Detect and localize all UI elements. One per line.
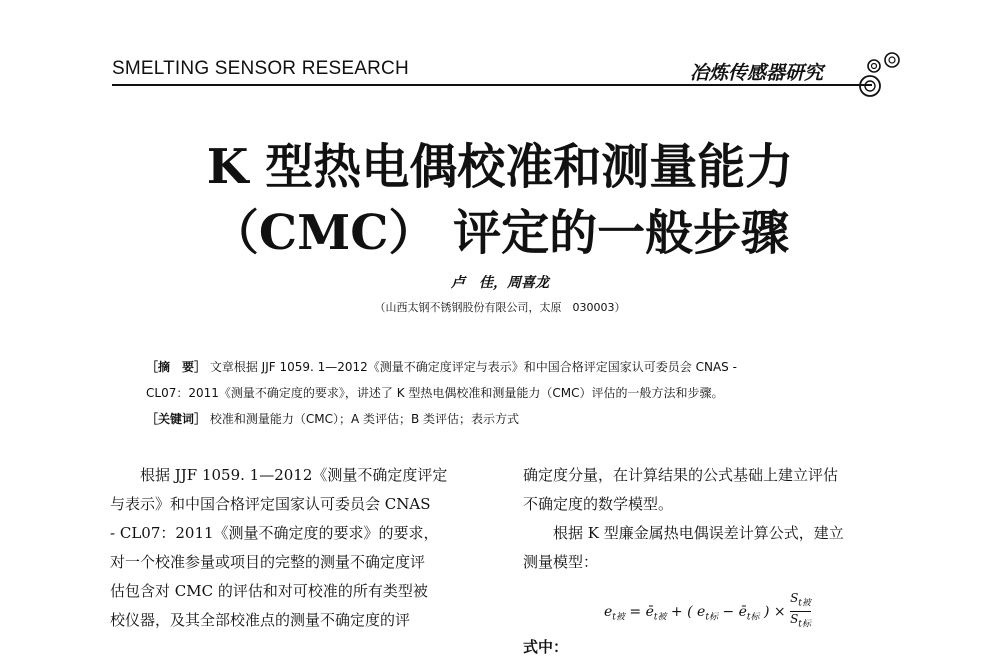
paper-title — [0, 134, 1000, 266]
keywords-label: ［关键词］ — [146, 412, 207, 426]
title-line-2: （CMC） 评定的一般步骤 — [210, 205, 790, 261]
formula-term1: ē — [645, 603, 654, 620]
header-rule — [112, 84, 872, 86]
abstract-text-1: 文章根据 JJF 1059. 1—2012《测量不确定度评定与表示》和中国合格评定国家认可委员会 CNAS - — [209, 360, 737, 374]
keywords-text: 校准和测量能力（CMC）；A 类评估；B 类评估；表示方式 — [209, 412, 520, 426]
abstract-block — [146, 354, 866, 432]
left-line-4: 对一个校准参量或项目的完整的测量不确定度评 — [110, 553, 426, 571]
right-line-1: 确定度分量，在计算结果的公式基础上建立评估 — [523, 466, 839, 484]
formula-denominator — [790, 612, 811, 632]
formula-fraction — [790, 591, 811, 633]
journal-name-cn: 冶炼传感器研究 — [690, 62, 824, 84]
left-line-3: - CL07：2011《测量不确定度的要求》的要求， — [110, 524, 439, 542]
abstract-label: ［摘 要］ — [146, 360, 207, 374]
left-line-2: 与表示》和中国合格评定国家认可委员会 CNAS — [110, 495, 431, 513]
right-line-3: 根据 K 型廉金属热电偶误差计算公式，建立 — [553, 524, 844, 542]
authors: 卢 佳，周喜龙 — [451, 275, 549, 291]
body-column-left — [110, 461, 486, 635]
formula-numerator — [790, 591, 811, 612]
keywords-line — [146, 406, 866, 432]
formula-term1-sub: t被 — [653, 612, 667, 623]
title-line-1: K 型热电偶校准和测量能力 — [206, 139, 794, 195]
formula-lhs-sub: t被 — [612, 612, 625, 623]
affiliation: （山西太钢不锈钢股份有限公司，太原 030003） — [374, 301, 626, 314]
formula-den-symbol: S — [790, 612, 799, 627]
formula-term2-sub: t标 — [705, 612, 718, 623]
left-line-5: 估包含对 CMC 的评估和对可校准的所有类型被 — [110, 582, 428, 600]
right-line-2: 不确定度的数学模型。 — [523, 495, 674, 513]
right-line-4: 测量模型： — [523, 553, 599, 571]
left-line-6: 校仪器，及其全部校准点的测量不确定度的评 — [110, 611, 411, 629]
abstract-text-2: CL07：2011《测量不确定度的要求》，讲述了 K 型热电偶校准和测量能力（CMC）评估的一般方法和步骤。 — [146, 386, 724, 400]
formula-term2: e — [697, 603, 706, 620]
measurement-model-formula: $e_{t被}$ = $ē_{t被}$ + ( $e_{t标}$ − $ē_{t标}$ ) × $\frac{S_{t被}}{S_{t标}}$ — [604, 591, 811, 633]
right-tail-text: 式中： — [523, 638, 569, 656]
abstract-line-1 — [146, 354, 866, 380]
left-line-1: 根据 JJF 1059. 1—2012《测量不确定度评定 — [140, 466, 448, 484]
formula-num-symbol: S — [790, 591, 799, 605]
body-column-right — [523, 461, 899, 577]
journal-name-en: SMELTING SENSOR RESEARCH — [112, 58, 409, 79]
formula-den-sub: t标 — [798, 619, 811, 630]
formula-lhs: e — [604, 603, 613, 620]
formula-num-sub: t被 — [798, 598, 811, 609]
formula-term3-sub: t标 — [746, 612, 760, 623]
journal-logo-icon — [848, 46, 908, 98]
formula-term3: ē — [738, 603, 747, 620]
